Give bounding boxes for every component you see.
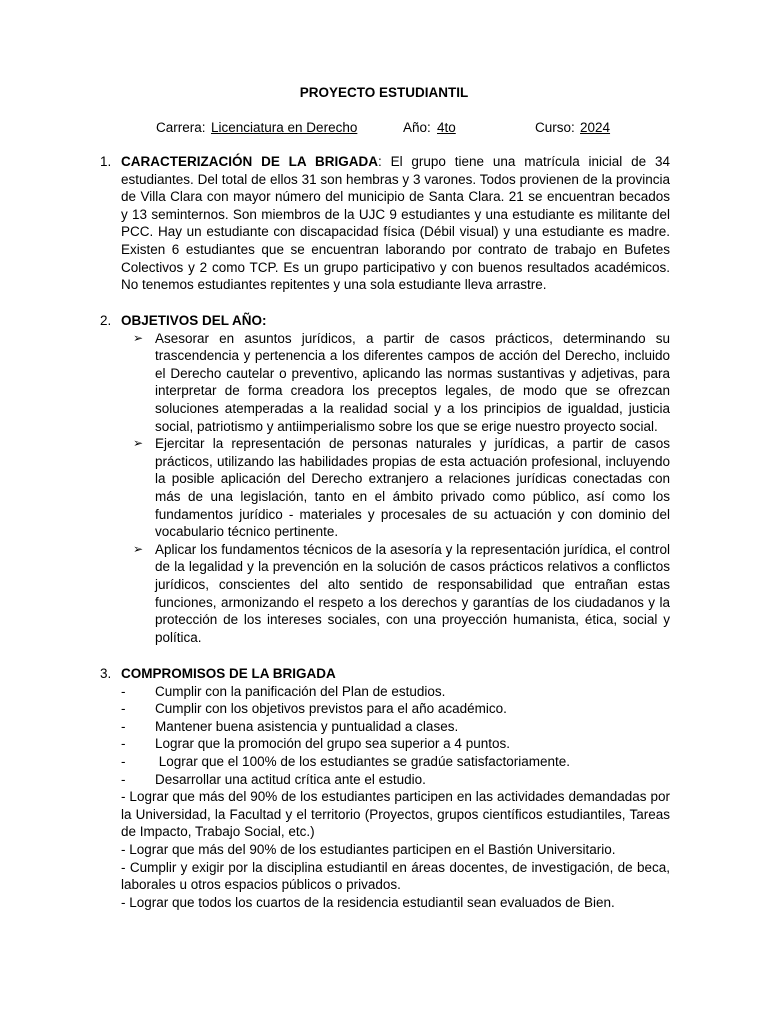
section-text: : El grupo tiene una matrícula inicial de 34 estudiantes. Del total de ellos 31 son hembras y 3 varones. Todos provienen de la provincia de Villa Clara con mayor número del municipio de Santa Clara. 21 se encuentran becados y 13 seminternos. Son miembros de la UJC 9 estudiantes y una estudiante es militante del PCC. Hay un estudiante con discapacidad física (Débil visual) y una estudiante es madre. Existen 6 estudiantes que se encuentran laborando por contrato de trabajo en Bufetes Colectivos y 2 como TCP. Es un grupo participativo y con buenos resultados académicos. No tenemos estudiantes repitentes y una sola estudiante lleva arrastre.	[121, 154, 670, 293]
list-item	[121, 700, 670, 718]
section-number: 2.	[100, 313, 112, 328]
list-item	[121, 735, 670, 753]
dash-bullet: -	[121, 701, 126, 717]
anio-value: 4to	[437, 120, 456, 135]
section-heading: COMPROMISOS DE LA BRIGADA	[121, 666, 336, 681]
anio-label: Año:	[403, 120, 431, 135]
dash-bullet: -	[121, 753, 126, 769]
section-objetivos	[100, 312, 670, 646]
list-item	[121, 771, 670, 789]
arrow-bullet-icon: ➢	[133, 330, 144, 345]
list-item	[133, 435, 670, 541]
section-heading: OBJETIVOS DEL AÑO:	[121, 313, 267, 328]
list-item-text: Mantener buena asistencia y puntualidad a clases.	[155, 718, 459, 734]
list-item-text: Cumplir con la panificación del Plan de estudios.	[155, 683, 446, 699]
carrera-label: Carrera:	[156, 120, 206, 135]
list-item-text: Aplicar los fundamentos técnicos de la asesoría y la representación jurídica, el control de la legalidad y la prevención en la solución de casos prácticos relativos a conflictos jurídicos, conscientes del alto sentido de responsabilidad que entrañan estas funciones, armonizando el respeto a los derechos y garantías de los ciudadanos y la protección de los intereses sociales, con una proyección humanista, ética, social y política.	[155, 541, 670, 645]
carrera-value: Licenciatura en Derecho	[211, 120, 358, 135]
list-item-text: Desarrollar una actitud crítica ante el estudio.	[155, 771, 426, 787]
list-item: - Lograr que más del 90% de los estudiantes participen en las actividades demandadas por la Universidad, la Facultad y el territorio (Proyectos, grupos científicos estudiantiles, Tareas de Impacto, Trabajo Social, etc.)	[121, 789, 670, 840]
section-number: 3.	[100, 666, 112, 681]
arrow-bullet-icon: ➢	[133, 436, 144, 451]
list-item: - Lograr que más del 90% de los estudiantes participen en el Bastión Universitario.	[121, 841, 616, 857]
curso-value: 2024	[580, 120, 611, 135]
dash-bullet: -	[121, 718, 126, 734]
dash-bullet: -	[121, 683, 126, 699]
list-item	[133, 330, 670, 436]
list-item: - Cumplir y exigir por la disciplina estudiantil en áreas docentes, de investigación, de beca, laborales u otros espacios públicos o privados.	[121, 859, 670, 893]
objetivos-list	[100, 330, 670, 647]
section-number: 1.	[100, 154, 112, 169]
list-item: - Lograr que todos los cuartos de la residencia estudiantil sean evaluados de Bien.	[121, 894, 615, 910]
curso-label: Curso:	[535, 120, 575, 135]
list-item-text: Lograr que el 100% de los estudiantes se gradúe satisfactoriamente.	[155, 753, 571, 769]
arrow-bullet-icon: ➢	[133, 541, 144, 556]
list-item	[121, 718, 670, 736]
list-item-text: Lograr que la promoción del grupo sea superior a 4 puntos.	[155, 736, 510, 752]
section-heading: CARACTERIZACIÓN DE LA BRIGADA	[121, 154, 378, 169]
list-item	[133, 541, 670, 647]
section-compromisos	[100, 665, 670, 911]
section-caracterizacion	[100, 153, 670, 294]
section-paragraph	[121, 153, 670, 294]
list-item	[121, 683, 670, 701]
dash-bullet: -	[121, 736, 126, 752]
list-item-text: Asesorar en asuntos jurídicos, a partir de casos prácticos, determinando su trascendencia y pertenencia a los diferentes campos de acción del Derecho, incluido el Derecho cautelar o preventivo, aplicando las normas sustantivas y adjetivas, para interpretar de forma creadora los preceptos legales, de modo que se ofrezcan soluciones atemperadas a la realidad social y a los principios de igualdad, justicia social, patriotismo y antiimperialismo sobre los que se erige nuestro proyecto social.	[155, 330, 670, 434]
document-title: PROYECTO ESTUDIANTIL	[299, 85, 469, 100]
list-item	[121, 753, 670, 771]
list-item-text: Ejercitar la representación de personas naturales y jurídicas, a partir de casos prácticos, utilizando las habilidades propias de esta actuación profesional, incluyendo la posible aplicación del Derecho extranjero a relaciones jurídicas conectadas con más de una legislación, tanto en el ámbito privado como público, así como los fundamentos jurídico - materiales y procesales de su actuación y con dominio del vocabulario técnico pertinente.	[155, 436, 670, 540]
list-item-text: Cumplir con los objetivos previstos para el año académico.	[155, 701, 507, 717]
dash-bullet: -	[121, 771, 126, 787]
